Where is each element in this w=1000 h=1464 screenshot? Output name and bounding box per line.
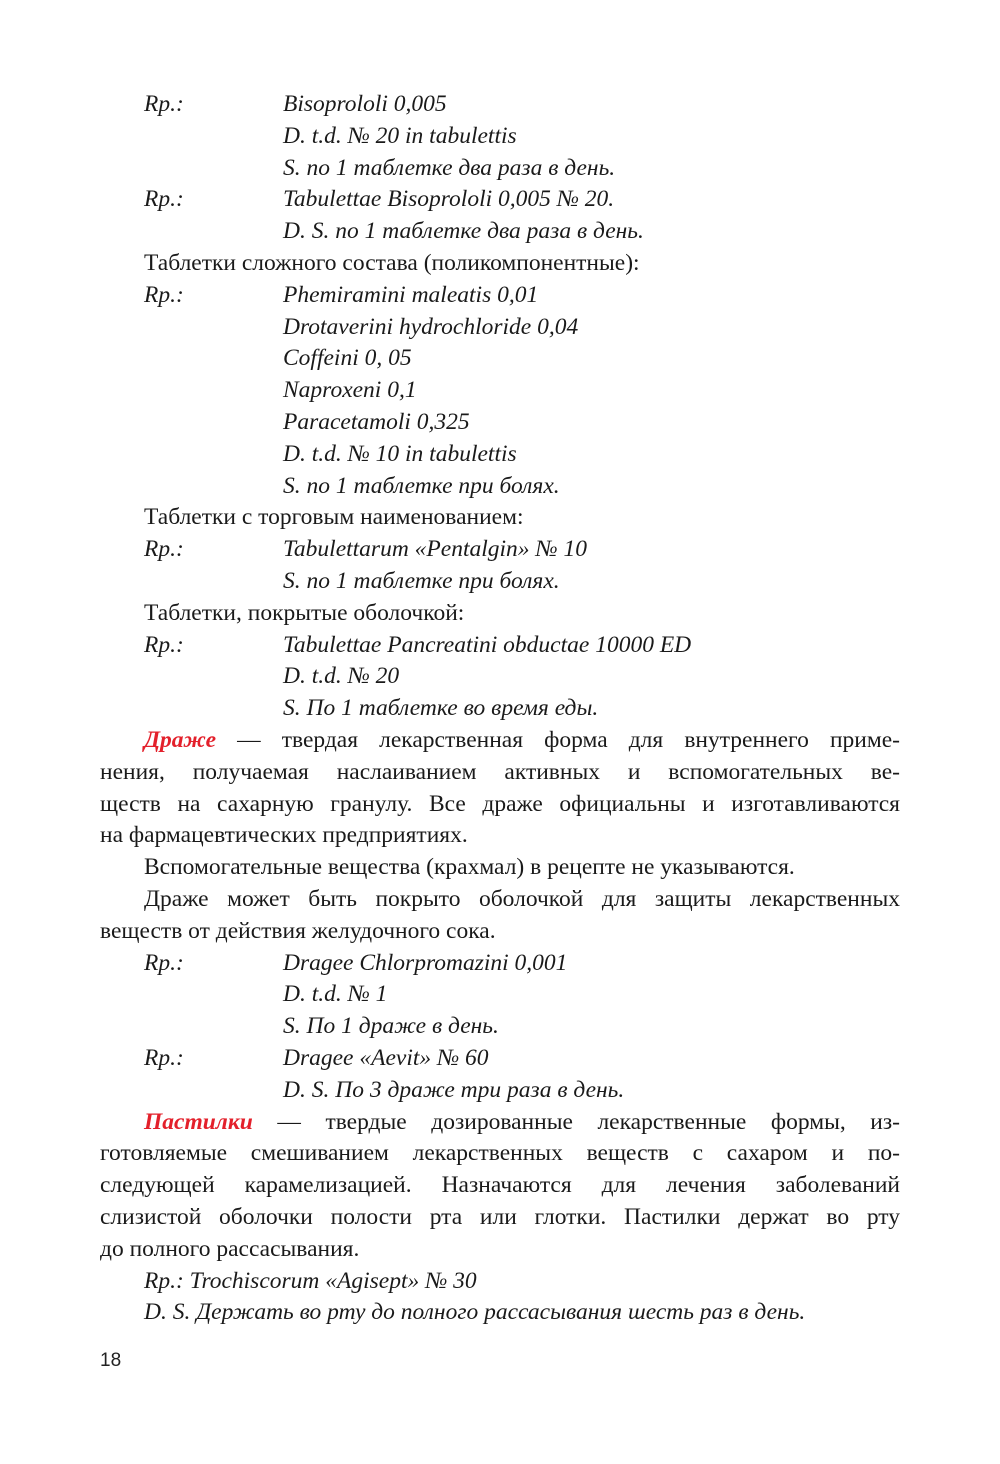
prescription-text: Paracetamoli 0,325 bbox=[283, 409, 470, 435]
paragraph-line bbox=[100, 883, 900, 915]
prescription-line bbox=[100, 692, 900, 724]
paragraph-line bbox=[100, 724, 900, 756]
paragraph-text bbox=[100, 788, 900, 820]
body-text: следующей карамелизацией. Назначаются для лечения заболеваний bbox=[100, 1172, 900, 1199]
prescription-text: S. По 1 таблетке во время еды. bbox=[283, 695, 599, 722]
section-heading bbox=[100, 501, 900, 533]
paragraph-line bbox=[100, 788, 900, 820]
rp-label: Rp.: bbox=[144, 631, 184, 658]
prescription-line bbox=[100, 183, 900, 215]
paragraph-line bbox=[100, 1106, 900, 1138]
defined-term: Пастилки bbox=[144, 1108, 253, 1135]
prescription-line bbox=[100, 533, 900, 565]
prescription-line bbox=[100, 629, 900, 661]
prescription-line bbox=[100, 342, 900, 374]
paragraph-line bbox=[100, 756, 900, 788]
prescription-line bbox=[100, 470, 900, 502]
prescription-line bbox=[100, 406, 900, 438]
prescription-line bbox=[100, 279, 900, 311]
prescription-text: S. по 1 таблетке при болях. bbox=[283, 472, 560, 499]
prescription-text: D. S. По 3 драже три раза в день. bbox=[283, 1076, 625, 1103]
section-heading bbox=[100, 597, 900, 629]
prescription-line bbox=[100, 978, 900, 1010]
paragraph-line bbox=[100, 1201, 900, 1233]
prescription-text: D. t.d. № 20 bbox=[283, 663, 400, 690]
prescription-line bbox=[100, 565, 900, 597]
paragraph-text bbox=[144, 883, 900, 915]
prescription-line bbox=[100, 215, 900, 247]
prescription-line bbox=[100, 1074, 900, 1106]
paragraph-text bbox=[100, 819, 900, 851]
body-text: Вспомогательные вещества (крахмал) в рецепте не указываются. bbox=[144, 854, 795, 881]
section-heading bbox=[100, 247, 900, 279]
prescription-line bbox=[100, 947, 900, 979]
body-text: Драже может быть покрыто оболочкой для защиты лекарственных bbox=[144, 886, 900, 912]
paragraph-line bbox=[100, 1233, 900, 1265]
prescription-line bbox=[100, 438, 900, 470]
prescription-text: Tabulettarum «Pentalgin» № 10 bbox=[283, 536, 587, 563]
body-text: слизистой оболочки полости рта или глотки. Пастилки держат во рту bbox=[100, 1204, 900, 1230]
paragraph-line bbox=[100, 851, 900, 883]
prescription-line bbox=[100, 120, 900, 152]
prescription-text: Dragee «Aevit» № 60 bbox=[283, 1045, 489, 1071]
paragraph-line bbox=[100, 819, 900, 851]
paragraph-line bbox=[100, 1169, 900, 1201]
rp-label: Rp.: bbox=[144, 281, 184, 308]
paragraph-text bbox=[100, 1233, 900, 1265]
paragraph-text bbox=[144, 851, 900, 883]
prescription-line bbox=[100, 1265, 900, 1297]
prescription-text: Coffeini 0, 05 bbox=[283, 345, 412, 372]
rp-label: Rp.: bbox=[144, 1045, 184, 1071]
defined-term: Драже bbox=[144, 727, 217, 753]
prescription-text: S. по 1 таблетке два раза в день. bbox=[283, 154, 616, 181]
prescription-text: D. t.d. № 10 in tabulettis bbox=[283, 440, 517, 467]
prescription-text: S. По 1 драже в день. bbox=[283, 1013, 499, 1040]
prescription-line bbox=[100, 1042, 900, 1074]
body-text: готовляемые смешиванием лекарственных веществ с сахаром и по- bbox=[100, 1140, 900, 1167]
body-text: до полного рассасывания. bbox=[100, 1235, 360, 1262]
body-text: веществ от действия желудочного сока. bbox=[100, 917, 496, 944]
body-text: на фармацевтических предприятиях. bbox=[100, 822, 468, 849]
prescription-text: S. по 1 таблетке при болях. bbox=[283, 568, 560, 594]
rp-label: Rp.: bbox=[144, 91, 184, 117]
prescription-line bbox=[100, 311, 900, 343]
prescription-text: D. S. Держать во рту до полного рассасывания шесть раз в день. bbox=[144, 1299, 806, 1326]
paragraph-text bbox=[144, 724, 900, 756]
body-text: ществ на сахарную гранулу. Все драже официальны и изготавливаются bbox=[100, 790, 900, 817]
paragraph-text bbox=[144, 1106, 900, 1138]
prescription-line bbox=[100, 374, 900, 406]
paragraph-text bbox=[100, 1201, 900, 1233]
prescription-line bbox=[100, 1010, 900, 1042]
prescription-text: D. t.d. № 20 in tabulettis bbox=[283, 122, 517, 149]
heading-text: Таблетки с торговым наименованием: bbox=[144, 504, 524, 531]
prescription-line bbox=[100, 88, 900, 120]
prescription-text: D. S. по 1 таблетке два раза в день. bbox=[283, 218, 644, 245]
paragraph-text bbox=[100, 915, 900, 947]
body-text: нения, получаемая наслаиванием активных и вспомогательных ве- bbox=[100, 758, 900, 785]
prescription-text: Tabulettae Bisoprololi 0,005 № 20. bbox=[283, 186, 615, 213]
prescription-line bbox=[100, 1296, 900, 1328]
page-number: 18 bbox=[100, 1350, 122, 1371]
prescription-text: Tabulettae Pancreatini obductae 10000 ED bbox=[283, 631, 692, 658]
paragraph-text bbox=[100, 1169, 900, 1201]
rp-label: Rp.: bbox=[144, 186, 184, 213]
paragraph-line bbox=[100, 915, 900, 947]
rp-label: Rp.: bbox=[144, 949, 184, 976]
paragraph-text bbox=[100, 756, 900, 788]
paragraph-text bbox=[100, 1137, 900, 1169]
prescription-text: Drotaverini hydrochloride 0,04 bbox=[283, 313, 579, 340]
rp-label: Rp.: bbox=[144, 536, 184, 563]
prescription-line bbox=[100, 152, 900, 184]
prescription-line bbox=[100, 660, 900, 692]
prescription-text: Naproxeni 0,1 bbox=[283, 377, 417, 404]
prescription-text: Bisoprololi 0,005 bbox=[283, 91, 447, 117]
prescription-text: Phemiramini maleatis 0,01 bbox=[283, 281, 539, 308]
heading-text: Таблетки сложного состава (поликомпонентные): bbox=[144, 250, 640, 276]
body-text: — твердые дозированные лекарственные формы, из- bbox=[252, 1108, 900, 1135]
body-text: — твердая лекарственная форма для внутреннего приме- bbox=[216, 727, 900, 753]
prescription-text: Rp.: Trochiscorum «Agisept» № 30 bbox=[144, 1267, 477, 1294]
paragraph-line bbox=[100, 1137, 900, 1169]
prescription-text: Dragee Chlorpromazini 0,001 bbox=[283, 949, 568, 976]
heading-text: Таблетки, покрытые оболочкой: bbox=[144, 599, 465, 626]
prescription-text: D. t.d. № 1 bbox=[283, 981, 388, 1008]
